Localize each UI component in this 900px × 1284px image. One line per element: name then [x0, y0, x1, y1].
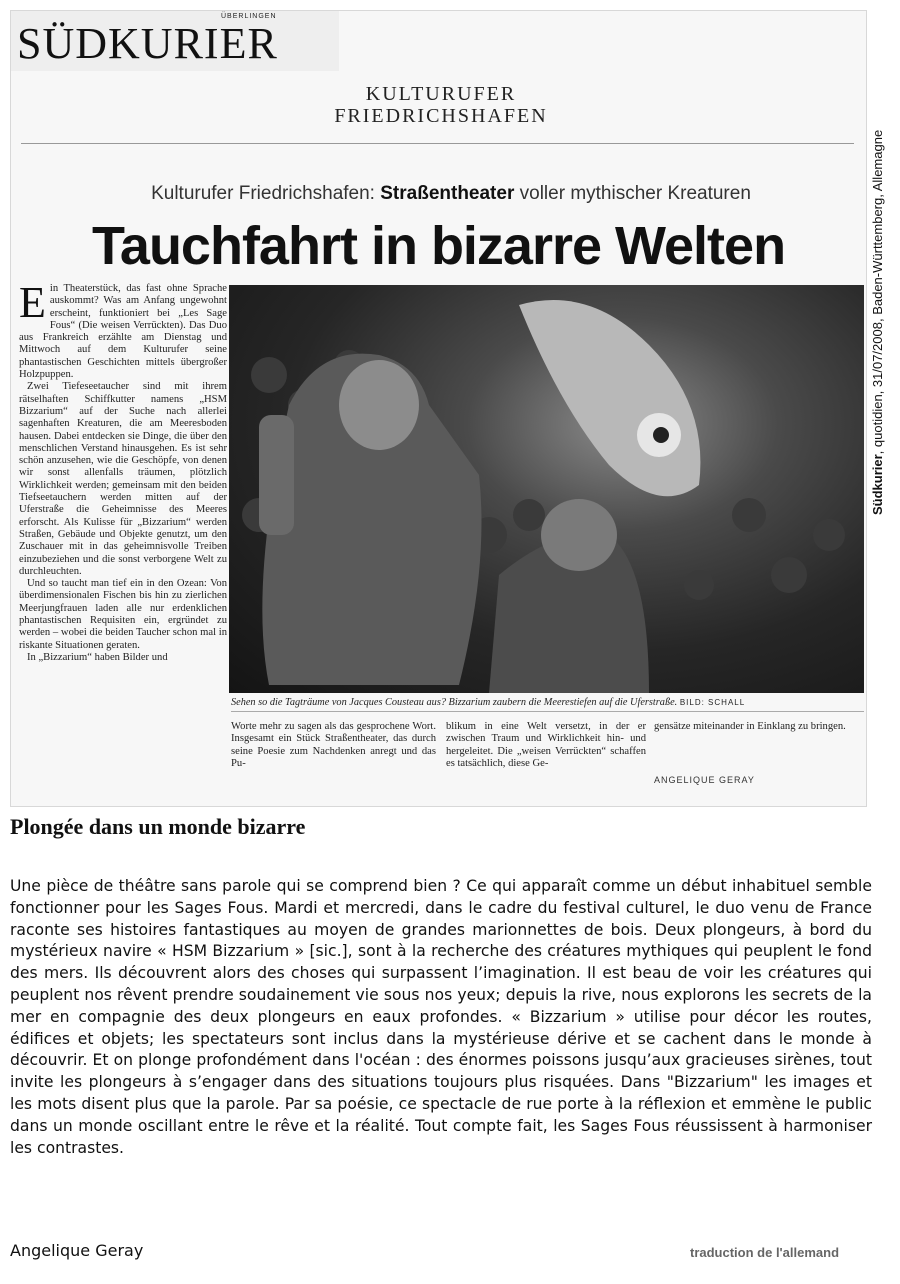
- kicker-bold: Straßentheater: [380, 183, 515, 204]
- paragraph: In „Bizzarium“ haben Bilder und: [27, 651, 168, 663]
- article-column-1: [19, 283, 227, 793]
- section-heading-line2: FRIEDRICHSHAFEN: [334, 105, 548, 127]
- translation-title: Plongée dans un monde bizarre: [10, 814, 306, 839]
- article-headline: Tauchfahrt in bizarre Welten: [91, 216, 786, 276]
- source-citation: [870, 130, 885, 515]
- kicker-tail: voller mythischer Kreaturen: [514, 183, 751, 204]
- caption-text: Sehen so die Tagträume von Jacques Cousteau aus? Bizzarium zaubern die Meerestiefen auf die Uferstraße.: [231, 697, 678, 708]
- translation-author: Angelique Geray: [10, 1241, 144, 1260]
- paragraph: Und so taucht man tief ein in den Ozean: Von überdimensionalen Fischen bis hin zu zierlichen Meerjungfrauen laden alle nur erdenklichen phantastischen Requisiten ein, ergründet zu werden – wobei die beiden Taucher schon mal in riskante Situationen geraten.: [19, 578, 227, 651]
- photo-illustration: [229, 285, 864, 693]
- section-heading-line1: KULTURUFER: [365, 83, 517, 105]
- article-kicker: [71, 183, 831, 205]
- photo-credit: BILD: SCHALL: [679, 698, 746, 707]
- drop-cap: E: [19, 283, 46, 327]
- clip-author: ANGELIQUE GERAY: [654, 775, 755, 785]
- translation-body: Une pièce de théâtre sans parole qui se comprend bien ? Ce qui apparaît comme un début inhabituel semble fonctionner pour les Sages Fous. Mardi et mercredi, dans le cadre du festival culturel, le duo venu de France raconte ses histoires fantastiques au moyen de grandes marionnettes de bois. Deux plongeurs, à bord du mystérieux navire « HSM Bizzarium » [sic.], sont à la recherche des créatures mythiques qui peuplent le fond des mers. Ils découvrent alors des choses qui surpassent l’imagination. Il est beau de voir les créatures qui peuplent nos rêvent prendre soudainement vie sous nos yeux; depuis la rive, nous explorons les secrets de la mer en compagnie des deux plongeurs en eaux profondes. « Bizzarium » utilise pour décor les routes, édifices et objets; les spectateurs sont inclus dans la mystérieuse dérive et se cachent dans le monde à découvrir. Et on plonge profondément dans l'océan : des énormes poissons jusqu’aux gracieuses sirènes, tout invite les plongeurs à s’engager dans des situations toujours plus risquées. Dans "Bizzarium" les images et les mots disent plus que la parole. Par sa poésie, ce spectacle de rue porte à la réflexion et emmène le public dans un monde oscillant entre le rêve et la réalité. Tout compte fait, les Sages Fous réussissent à harmoniser les contrastes.: [10, 877, 872, 1157]
- paragraph-text: in Theaterstück, das fast ohne Sprache auskommt? Was am Anfang ungewohnt erscheint, funktioniert bei „Les Sage Fous“ (Die weisen Verrückten). Das Duo aus Frankreich erzählte am Dienstag und Mittwoch auf dem Kulturufer seine phantastischen Geschichten mittels übergroßer Holzpuppen.: [19, 283, 227, 381]
- paragraph: [19, 283, 227, 381]
- kicker-lead: Kulturufer Friedrichshafen:: [151, 183, 381, 204]
- masthead-logo: SÜDKURIER: [17, 19, 278, 68]
- paragraph: Zwei Tiefeseetaucher sind mit ihrem rätselhaften Schiffkutter namens „HSM Bizzarium“ auf der Suche nach allerlei sagenhaften Kreaturen, die am Meeresboden hausen. Dabei entdecken sie Dinge, die über den menschlichen Verstand hinausgehen. Es ist sehr schön anzusehen, wie die Geschöpfe, von denen wir sonst allenfalls träumen, plötzlich Wirklichkeit werden; gemeinsam mit den beiden Tiefseetauchern werden mitten auf der Uferstraße die Geheimnisse des Meeres erforscht. Als Kulisse für „Bizzarium“ werden Straßen, Gebäude und Objekte genutzt, um den Zuschauer mit in das geheimnisvolle Treiben einzubeziehen und die sonst verborgene Welt zu durchleuchten.: [19, 381, 227, 577]
- masthead-edition: ÜBERLINGEN: [221, 13, 277, 20]
- divider: [21, 143, 854, 144]
- article-column-2: Worte mehr zu sagen als das gesprochene Wort. Insgesamt ein Stück Straßentheater, das durch seine Poesie zum Nachdenken anregt und das Pu-: [231, 721, 436, 769]
- article-column-4: gensätze miteinander in Einklang zu bringen.: [654, 721, 846, 732]
- source-name: Südkurier: [870, 454, 885, 515]
- article-column-3: blikum in eine Welt versetzt, in der er zwischen Traum und Wirklichkeit hin- und hergeleitet. Die „weisen Verrückten“ schaffen es tatsächlich, diese Ge-: [446, 721, 646, 769]
- article-photo: [229, 285, 864, 693]
- divider: [231, 711, 864, 712]
- masthead: [11, 11, 339, 71]
- section-heading: [281, 83, 601, 127]
- photo-caption: [231, 697, 864, 708]
- translation-note: traduction de l'allemand: [690, 1245, 840, 1260]
- newspaper-clipping: [10, 10, 867, 807]
- source-details: , quotidien, 31/07/2008, Baden-Württemberg, Allemagne: [870, 129, 885, 455]
